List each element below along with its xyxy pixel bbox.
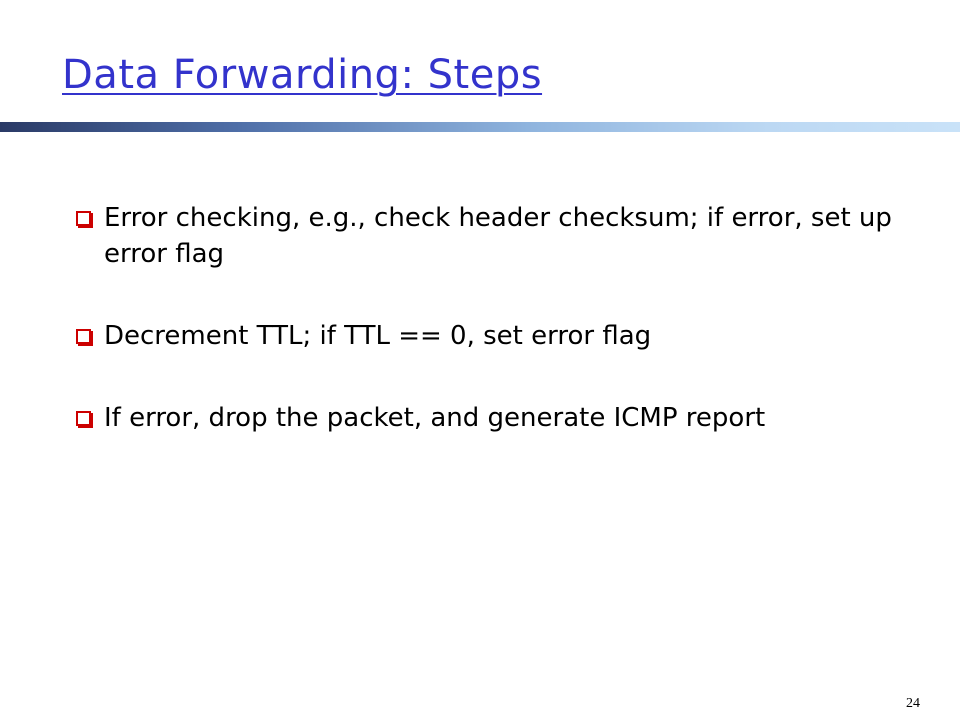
bullet-text: Decrement TTL; if TTL == 0, set error flag xyxy=(104,321,652,351)
bullet-text: Error checking, e.g., check header checksum; if error, set up error flag xyxy=(104,203,892,269)
bullet-item-decrement-ttl xyxy=(72,318,932,354)
slide-title: Data Forwarding: Steps xyxy=(62,52,543,98)
page-number: 24 xyxy=(906,696,920,711)
square-bullet-icon xyxy=(76,411,91,426)
title-divider-bar xyxy=(0,122,960,132)
bullet-item-drop-packet xyxy=(72,400,932,436)
bullet-text: If error, drop the packet, and generate ICMP report xyxy=(104,403,766,433)
square-bullet-icon xyxy=(76,329,91,344)
bullet-list xyxy=(72,200,932,436)
bullet-item-error-checking xyxy=(72,200,932,272)
square-bullet-icon xyxy=(76,211,91,226)
